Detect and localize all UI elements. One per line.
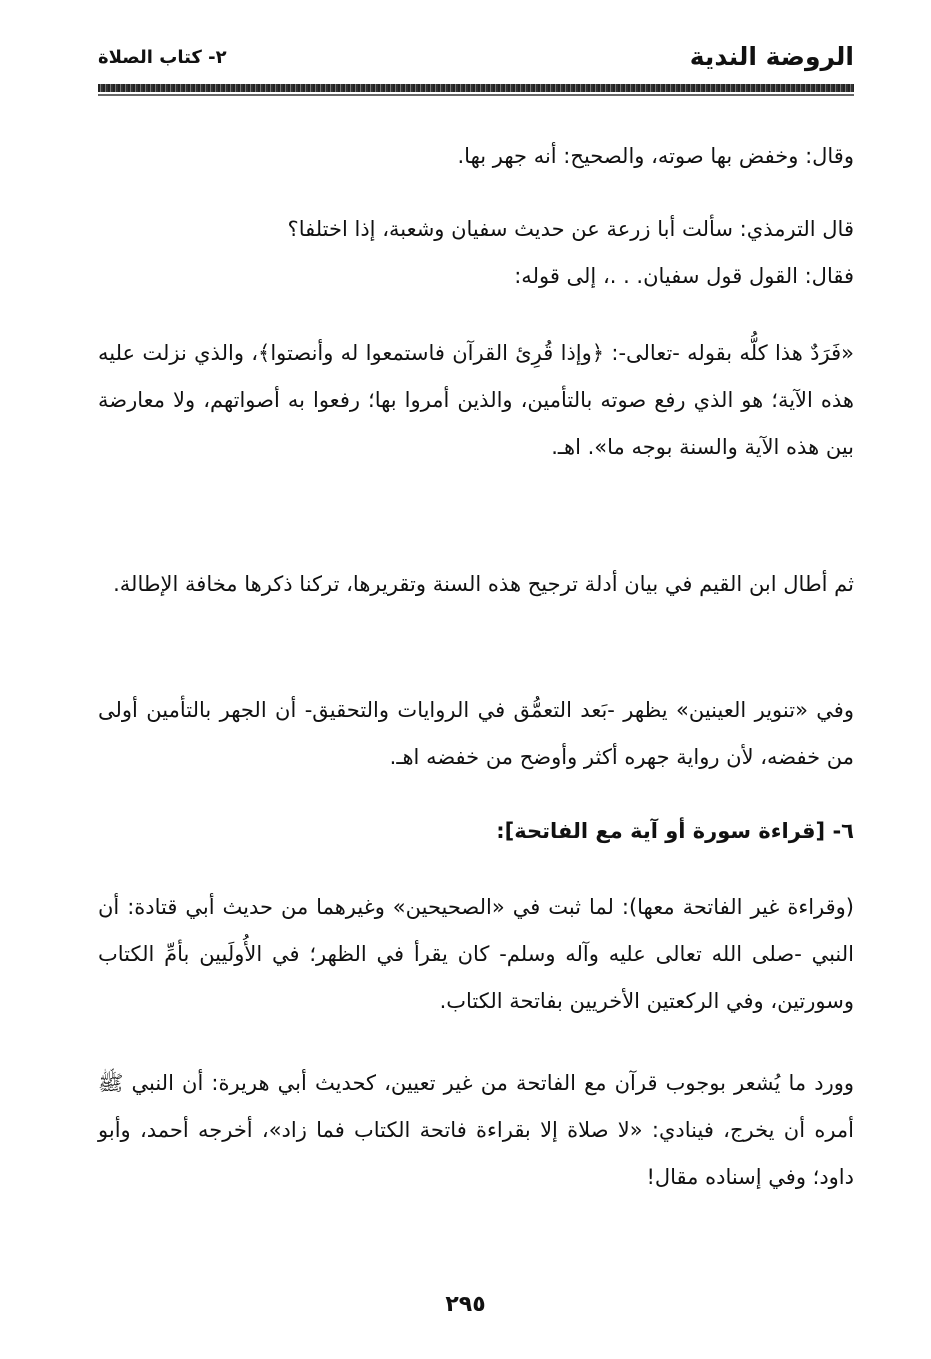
paragraph-4: ثم أطال ابن القيم في بيان أدلة ترجيح هذه السنة وتقريرها، تركنا ذكرها مخافة الإطالة.: [113, 572, 854, 596]
paragraph-2: قال الترمذي: سألت أبا زرعة عن حديث سفيان وشعبة، إذا اختلفا؟ فقال: القول قول سفيان. . .، إلى قوله:: [287, 217, 854, 288]
paragraph-1: وقال: وخفض بها صوته، والصحيح: أنه جهر بها.: [457, 144, 854, 168]
header-divider-thin: [98, 94, 854, 96]
paragraph-3: «فَرَدٌ هذا كلُّه بقوله -تعالى-: ﴿وإذا قُرِئ القرآن فاستمعوا له وأنصتوا﴾، والذي نزلت عليه هذه الآية؛ هو الذي رفع صوته بالتأمين، والذين أمروا بها؛ رفعوا به أصواتهم، ولا معارضة بين هذه الآية والسنة بوجه ما». اهـ.: [98, 341, 854, 459]
paragraph-5: وفي «تنوير العينين» يظهر -بَعد التعمُّق في الروايات والتحقيق- أن الجهر بالتأمين أولى من خفضه، لأن رواية جهره أكثر وأوضح من خفضه اهـ.: [98, 698, 854, 769]
section-heading: ٦- [قراءة سورة أو آية مع الفاتحة]:: [496, 819, 854, 843]
paragraph-7: (وقراءة غير الفاتحة معها): لما ثبت في «الصحيحين» وغيرهما من حديث أبي قتادة: أن النبي -صلى الله تعالى عليه وآله وسلم- كان يقرأ في الظهر؛ في الأُولَيين بأمِّ الكتاب وسورتين، وفي الركعتين الأخريين بفاتحة الكتاب.: [98, 895, 854, 1013]
header-divider: [98, 84, 854, 92]
book-title: الروضة الندية: [689, 42, 854, 71]
paragraph-8: وورد ما يُشعر بوجوب قرآن مع الفاتحة من غير تعيين، كحديث أبي هريرة: أن النبي ﷺ أمره أن يخرج، فينادي: «لا صلاة إلا بقراءة فاتحة الكتاب فما زاد»، أخرجه أحمد، وأبو داود؛ وفي إسناده مقال!: [98, 1071, 854, 1189]
chapter-title: ٢- كتاب الصلاة: [98, 47, 227, 68]
page-number: ٢٩٥: [445, 1292, 486, 1317]
running-header: [98, 40, 854, 80]
